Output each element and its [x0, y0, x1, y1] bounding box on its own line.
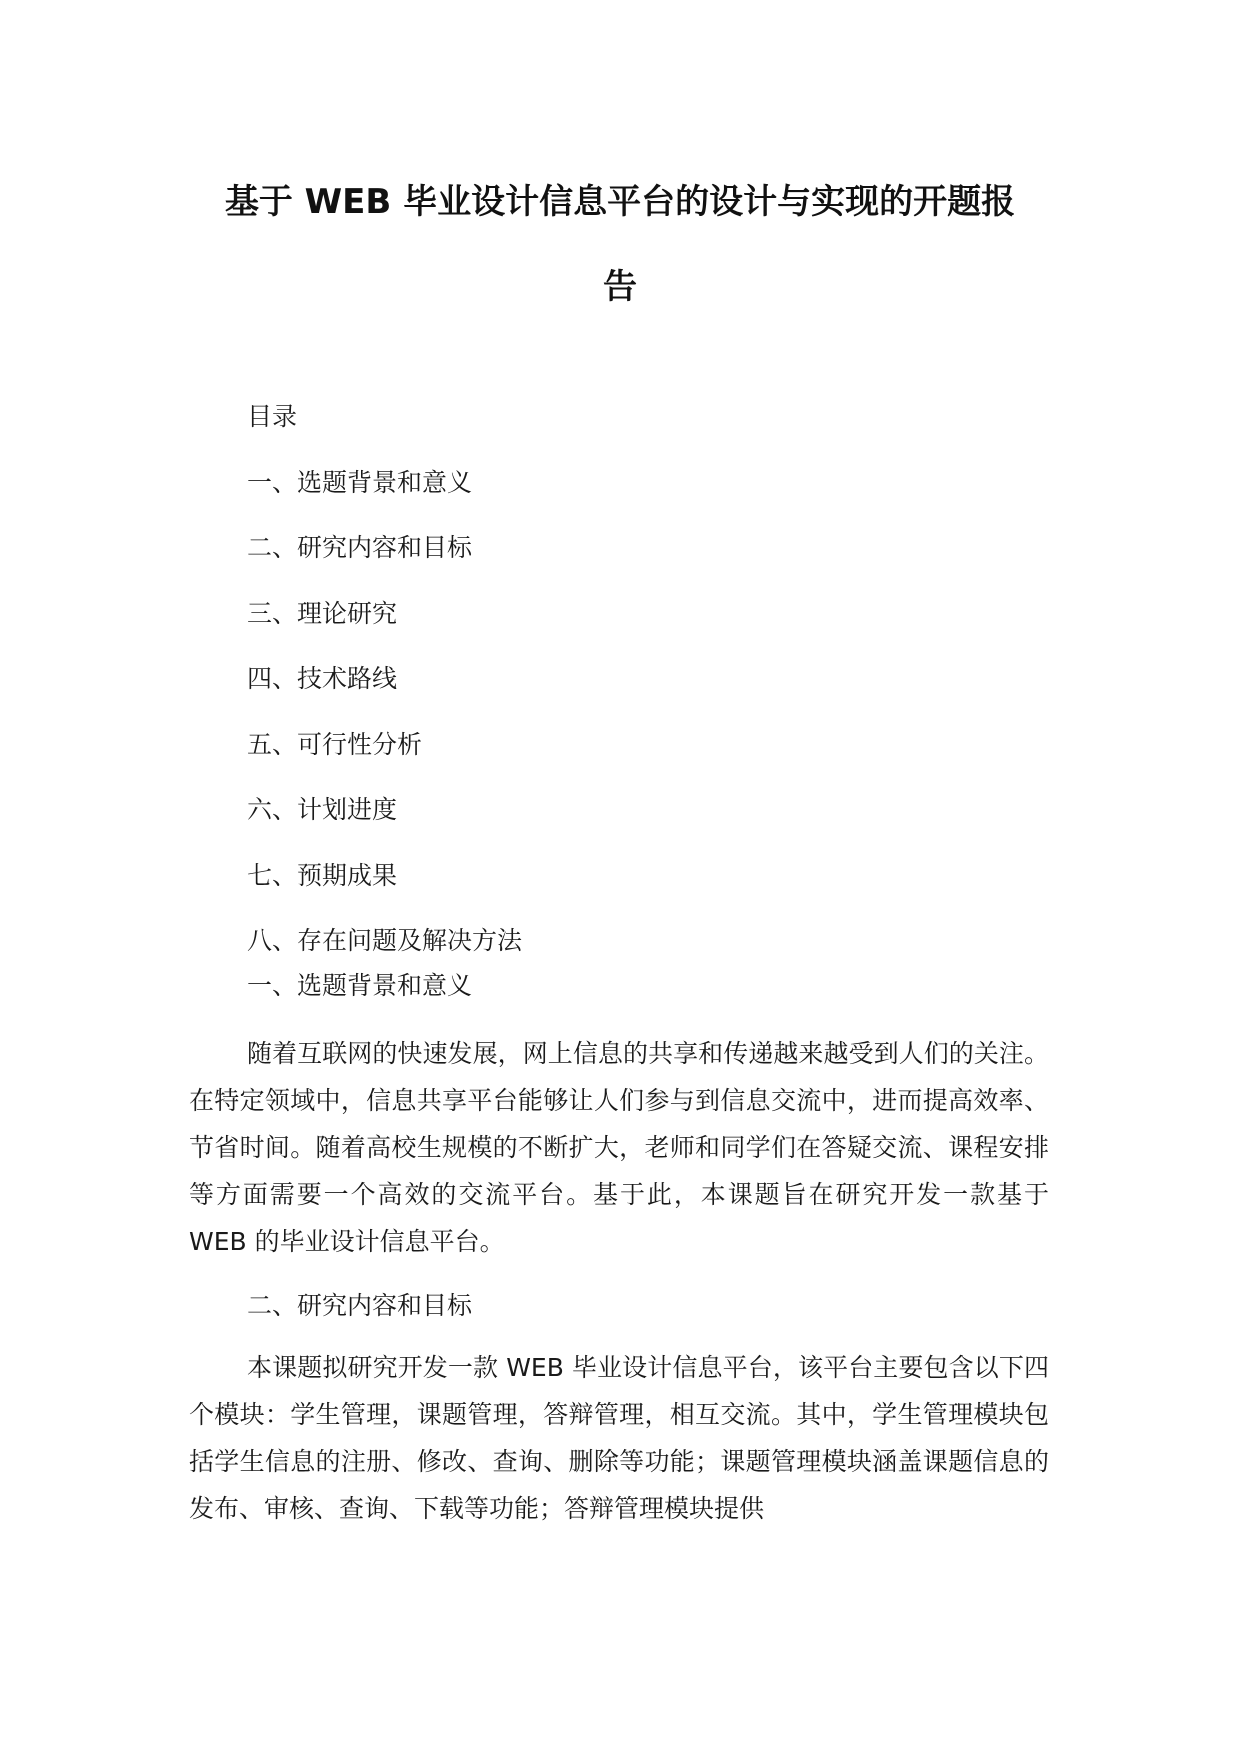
document-title-line-1: 基于 WEB 毕业设计信息平台的设计与实现的开题报	[224, 182, 1016, 222]
toc-item: 四、技术路线	[247, 664, 398, 693]
toc-item: 二、研究内容和目标	[247, 533, 473, 562]
section-paragraph: 本课题拟研究开发一款 WEB 毕业设计信息平台，该平台主要包含以下四个模块：学生管理，课题管理，答辩管理，相互交流。其中，学生管理模块包括学生信息的注册、修改、查询、删除等功能；课题管理模块涵盖课题信息的发布、审核、查询、下载等功能；答辩管理模块提供	[189, 1353, 1049, 1523]
section-heading: 一、选题背景和意义	[247, 971, 473, 1000]
toc-item: 八、存在问题及解决方法	[247, 926, 523, 955]
toc-heading: 目录	[247, 402, 298, 431]
toc-item: 六、计划进度	[247, 795, 398, 824]
section-heading: 二、研究内容和目标	[247, 1291, 473, 1320]
toc-item: 三、理论研究	[247, 598, 398, 628]
toc-item: 一、选题背景和意义	[247, 467, 473, 497]
table-of-contents	[247, 384, 522, 974]
toc-item: 五、可行性分析	[247, 729, 423, 759]
toc-item: 七、预期成果	[247, 860, 398, 890]
section-paragraph: 随着互联网的快速发展，网上信息的共享和传递越来越受到人们的关注。在特定领域中，信息共享平台能够让人们参与到信息交流中，进而提高效率、节省时间。随着高校生规模的不断扩大，老师和同学们在答疑交流、课程安排等方面需要一个高效的交流平台。基于此，本课题旨在研究开发一款基于 WEB 的毕业设计信息平台。	[189, 1039, 1049, 1256]
document-title-line-2: 告	[603, 267, 637, 307]
